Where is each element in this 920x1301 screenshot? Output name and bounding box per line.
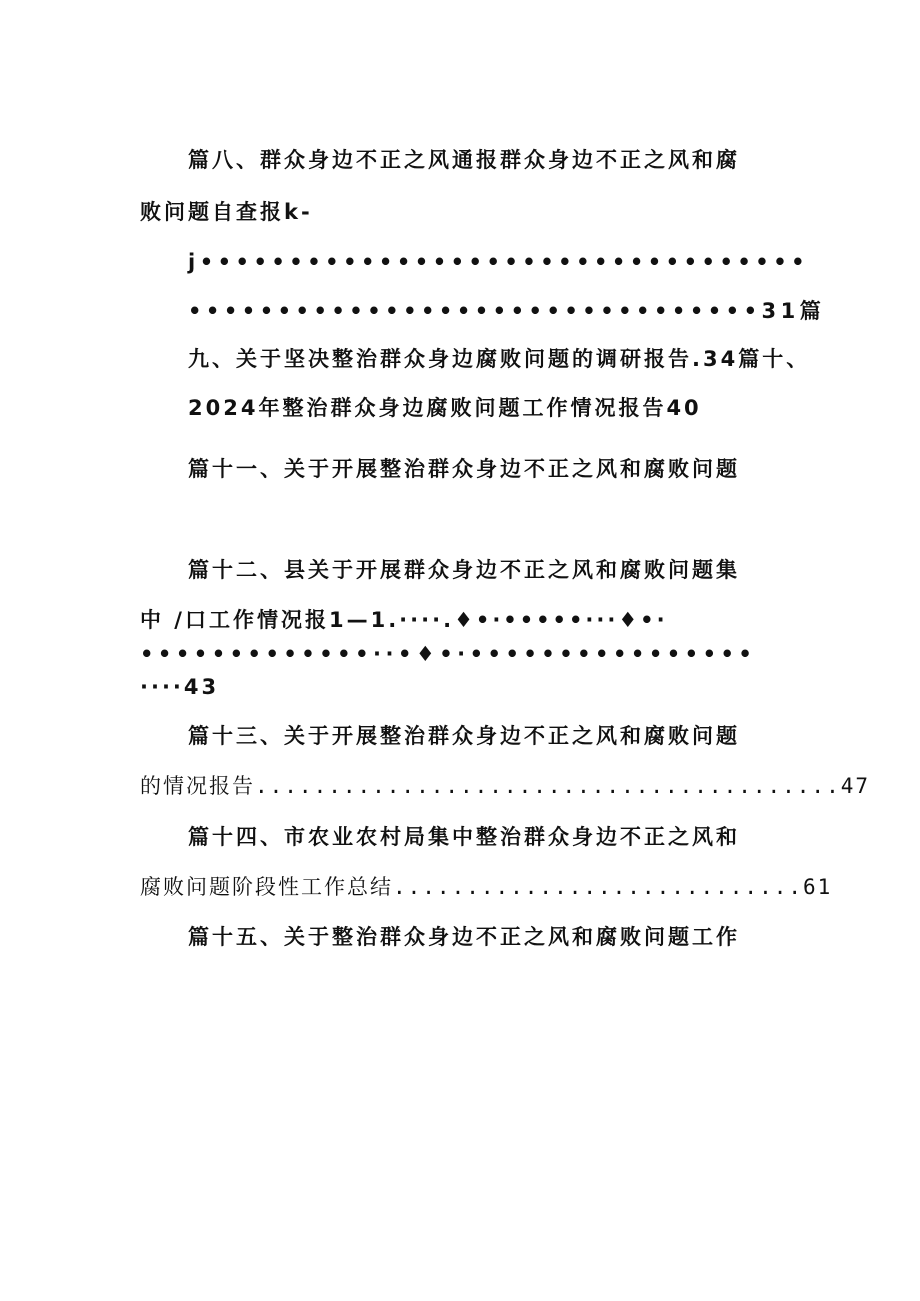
toc-entry-9: 九、关于坚决整治群众身边腐败问题的调研报告.34篇十、 xyxy=(188,347,811,371)
toc-entry-14-line-2: 腐败问题阶段性工作总结............................61 xyxy=(140,875,833,899)
toc-entry-13-line-2: 的情况报告........................................47 xyxy=(140,774,871,798)
toc-entry-12-leader: •••••••••••••··•♦•·•••••••••••••••• xyxy=(140,642,757,666)
toc-entry-8-line-2: 败问题自查报k- xyxy=(140,200,313,224)
toc-entry-13-line-1: 篇十三、关于开展整治群众身边不正之风和腐败问题 xyxy=(188,724,740,748)
toc-entry-12-line-1: 篇十二、县关于开展群众身边不正之风和腐败问题集 xyxy=(188,558,740,582)
toc-entry-12-line-2: 中 /口工作情况报1—1.····.♦•·•••••···♦•· xyxy=(140,608,668,632)
toc-entry-15: 篇十五、关于整治群众身边不正之风和腐败问题工作 xyxy=(188,925,740,949)
toc-entry-8-line-1: 篇八、群众身边不正之风通报群众身边不正之风和腐 xyxy=(188,148,740,172)
toc-entry-12-page: ····43 xyxy=(140,675,220,699)
toc-entry-8-leader-2: ••••••••••••••••••••••••••••••••31篇 xyxy=(188,299,826,323)
toc-entry-14-line-1: 篇十四、市农业农村局集中整治群众身边不正之风和 xyxy=(188,825,740,849)
toc-entry-10: 2024年整治群众身边腐败问题工作情况报告40 xyxy=(188,396,702,420)
toc-entry-8-leader-1: j•••••••••••••••••••••••••••••••••• xyxy=(188,250,810,274)
toc-entry-11: 篇十一、关于开展整治群众身边不正之风和腐败问题 xyxy=(188,457,740,481)
